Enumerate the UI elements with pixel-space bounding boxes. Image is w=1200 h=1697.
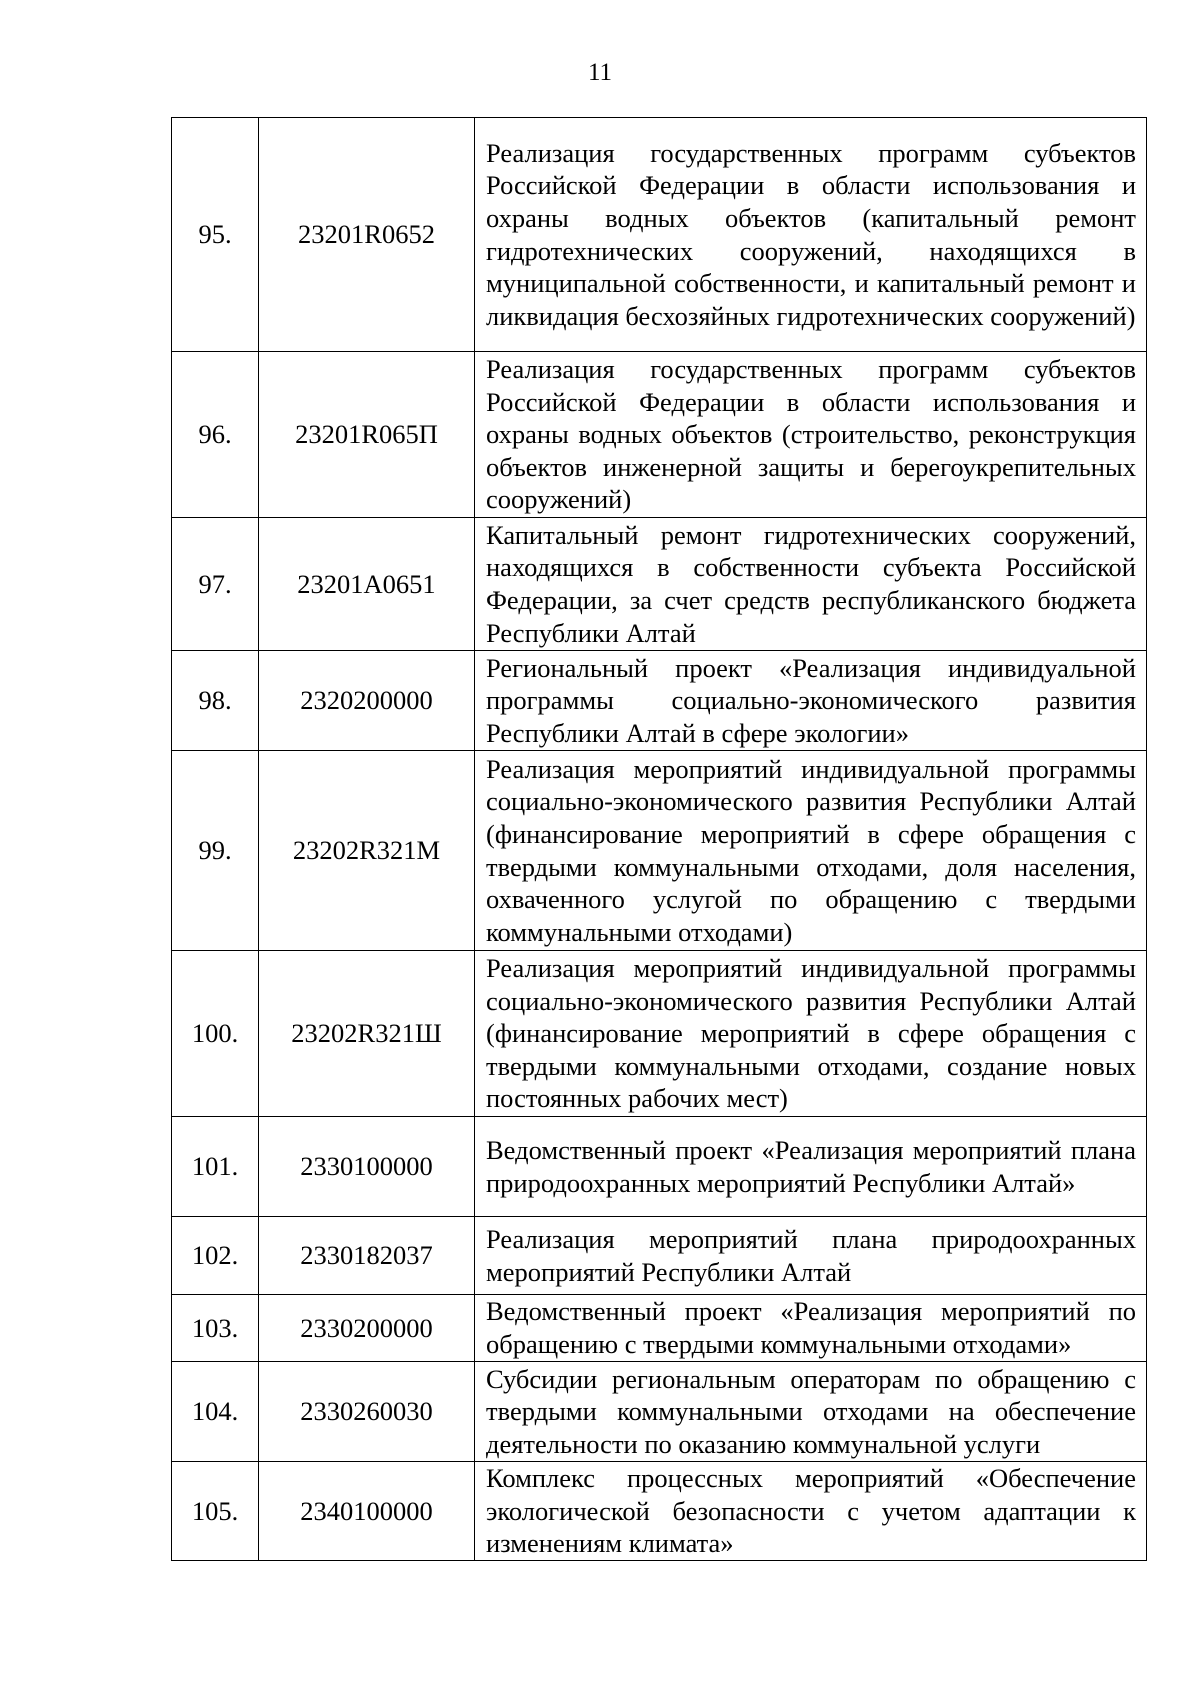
table-body bbox=[172, 118, 1147, 1561]
row-number: 100. bbox=[172, 951, 259, 1117]
table-row bbox=[172, 751, 1147, 951]
item-name: Ведомственный проект «Реализация мероприятий по обращению с твердыми коммунальными отходами» bbox=[475, 1295, 1147, 1362]
table-row bbox=[172, 352, 1147, 518]
table-row bbox=[172, 1462, 1147, 1561]
table-row bbox=[172, 1295, 1147, 1362]
item-name: Субсидии региональным операторам по обращению с твердыми коммунальными отходами на обеспечение деятельности по оказанию коммунальной услуги bbox=[475, 1362, 1147, 1462]
row-number: 98. bbox=[172, 651, 259, 751]
classification-code: 2330100000 bbox=[259, 1117, 475, 1217]
classification-code: 2330182037 bbox=[259, 1217, 475, 1295]
table-row bbox=[172, 518, 1147, 651]
classification-code: 23201R065П bbox=[259, 352, 475, 518]
table-row bbox=[172, 951, 1147, 1117]
page-number: 11 bbox=[587, 59, 613, 86]
item-name: Комплекс процессных мероприятий «Обеспечение экологической безопасности с учетом адаптации к изменениям климата» bbox=[475, 1462, 1147, 1561]
classification-code: 2340100000 bbox=[259, 1462, 475, 1561]
classification-code: 2330260030 bbox=[259, 1362, 475, 1462]
row-number: 99. bbox=[172, 751, 259, 951]
budget-classification-table bbox=[171, 117, 1147, 1561]
classification-code: 2320200000 bbox=[259, 651, 475, 751]
item-name: Реализация мероприятий плана природоохранных мероприятий Республики Алтай bbox=[475, 1217, 1147, 1295]
table-row bbox=[172, 1117, 1147, 1217]
row-number: 97. bbox=[172, 518, 259, 651]
row-number: 101. bbox=[172, 1117, 259, 1217]
item-name: Реализация государственных программ субъектов Российской Федерации в области использования и охраны водных объектов (капитальный ремонт гидротехнических сооружений, находящихся в муниципальной собственности, и капитальный ремонт и ликвидация бесхозяйных гидротехнических сооружений) bbox=[475, 118, 1147, 352]
row-number: 95. bbox=[172, 118, 259, 352]
item-name: Реализация мероприятий индивидуальной программы социально-экономического развития Республики Алтай (финансирование мероприятий в сфере обращения с твердыми коммунальными отходами, доля населения, охваченного услугой по обращению с твердыми коммунальными отходами) bbox=[475, 751, 1147, 951]
table-row bbox=[172, 118, 1147, 352]
row-number: 102. bbox=[172, 1217, 259, 1295]
item-name: Ведомственный проект «Реализация мероприятий плана природоохранных мероприятий Республики Алтай» bbox=[475, 1117, 1147, 1217]
table-row bbox=[172, 1217, 1147, 1295]
classification-code: 23201A0651 bbox=[259, 518, 475, 651]
row-number: 103. bbox=[172, 1295, 259, 1362]
table-row bbox=[172, 1362, 1147, 1462]
classification-code: 23201R0652 bbox=[259, 118, 475, 352]
item-name: Реализация государственных программ субъектов Российской Федерации в области использования и охраны водных объектов (строительство, реконструкция объектов инженерной защиты и берегоукрепительных сооружений) bbox=[475, 352, 1147, 518]
classification-code: 2330200000 bbox=[259, 1295, 475, 1362]
table-row bbox=[172, 651, 1147, 751]
classification-code: 23202R321М bbox=[259, 751, 475, 951]
classification-code: 23202R321Ш bbox=[259, 951, 475, 1117]
row-number: 96. bbox=[172, 352, 259, 518]
row-number: 105. bbox=[172, 1462, 259, 1561]
item-name: Региональный проект «Реализация индивидуальной программы социально-экономического развития Республики Алтай в сфере экологии» bbox=[475, 651, 1147, 751]
item-name: Капитальный ремонт гидротехнических сооружений, находящихся в собственности субъекта Российской Федерации, за счет средств республиканского бюджета Республики Алтай bbox=[475, 518, 1147, 651]
item-name: Реализация мероприятий индивидуальной программы социально-экономического развития Республики Алтай (финансирование мероприятий в сфере обращения с твердыми коммунальными отходами, создание новых постоянных рабочих мест) bbox=[475, 951, 1147, 1117]
row-number: 104. bbox=[172, 1362, 259, 1462]
